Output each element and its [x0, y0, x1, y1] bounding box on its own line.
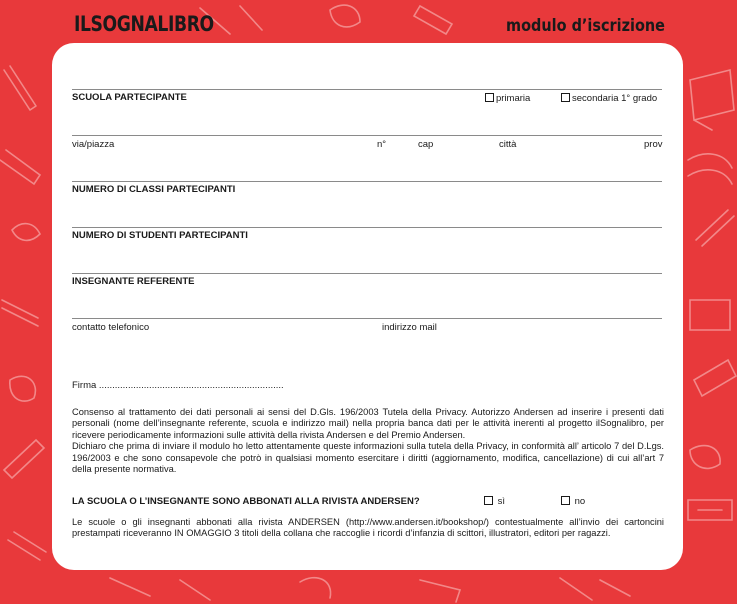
- brand-title: ILSOGNALIBRO: [74, 12, 214, 36]
- cap-label: cap: [418, 139, 434, 150]
- city-label: città: [499, 139, 517, 150]
- subscription-question: LA SCUOLA O L’INSEGNANTE SONO ABBONATI ALLA RIVISTA ANDERSEN?: [72, 496, 420, 507]
- form-card: [52, 43, 683, 570]
- no-label: no: [574, 496, 586, 507]
- yes-checkbox[interactable]: [484, 496, 493, 505]
- primary-label: primaria: [496, 93, 531, 104]
- secondary-checkbox[interactable]: [561, 93, 570, 102]
- contact-line: [72, 318, 662, 319]
- number-label: n°: [377, 139, 387, 150]
- option-yes[interactable]: [484, 496, 505, 507]
- address-line: [72, 135, 662, 136]
- consent-paragraph-1: Consenso al trattamento dei dati personali ai sensi del D.Gls. 196/2003 Tutela della Privacy. Autorizzo Andersen ad inserire i presenti dati personali (nome dell’insegnante referente, scuola e indirizzo mail) nella propria banca dati per le attività inerenti al progetto ilSognalibro, per ricevere periodicamente informazioni sulle attività della rivista Andersen e del Premio Andersen.: [72, 407, 664, 440]
- signature-label: Firma ......................................................................: [72, 380, 284, 391]
- yes-label: sì: [497, 496, 506, 507]
- footer-note: Le scuole o gli insegnanti abbonati alla rivista ANDERSEN (http://www.andersen.it/bookshop/) contestualmente all’invio dei cartoncini prestampati riceveranno IN OMAGGIO 3 titoli della collana che raccoglie i ricordi d’infanzia di scittori, illustratori, editori per ragazzi.: [72, 517, 664, 539]
- no-checkbox[interactable]: [561, 496, 570, 505]
- classes-label: NUMERO DI CLASSI PARTECIPANTI: [72, 184, 236, 195]
- option-primary[interactable]: [485, 93, 530, 104]
- option-secondary[interactable]: [561, 93, 657, 104]
- consent-text: [72, 407, 664, 475]
- school-label: SCUOLA PARTECIPANTE: [72, 92, 187, 103]
- classes-line: [72, 181, 662, 182]
- option-no[interactable]: [561, 496, 585, 507]
- primary-checkbox[interactable]: [485, 93, 494, 102]
- school-line: [72, 89, 662, 90]
- prov-label: prov: [644, 139, 663, 150]
- teacher-line: [72, 273, 662, 274]
- teacher-label: INSEGNANTE REFERENTE: [72, 276, 195, 287]
- email-label: indirizzo mail: [382, 322, 437, 333]
- consent-paragraph-2: Dichiaro che prima di inviare il modulo ho letto attentamente queste informazioni sulla tutela della Privacy, in conformità all’ articolo 7 del D.Lgs. 196/2003 e che sono consapevole che potrò in qualsiasi momento esercitare i diritti (aggiornamento, modifica, cancellazione) di cui all’art 7 della presente normativa.: [72, 441, 664, 475]
- phone-label: contatto telefonico: [72, 322, 150, 333]
- students-label: NUMERO DI STUDENTI PARTECIPANTI: [72, 230, 248, 241]
- secondary-label: secondaria 1° grado: [572, 93, 658, 104]
- students-line: [72, 227, 662, 228]
- street-label: via/piazza: [72, 139, 115, 150]
- form-subtitle: modulo d’iscrizione: [506, 16, 665, 36]
